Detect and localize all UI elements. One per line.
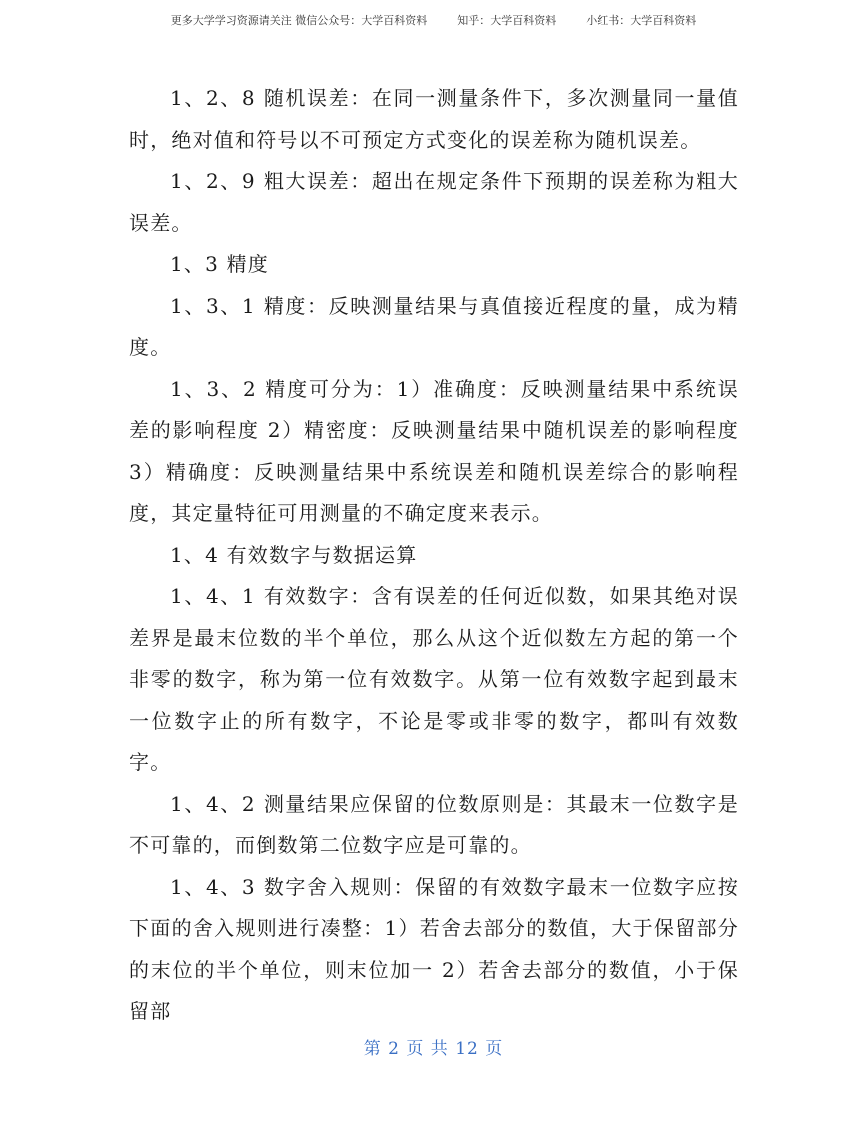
- header-wechat-notice: 更多大学学习资源请关注 微信公众号：大学百科资料: [170, 14, 428, 27]
- page-number: 第 2 页 共 12 页: [363, 1039, 504, 1059]
- paragraph-gross-error: 1、2、9 粗大误差：超出在规定条件下预期的误差称为粗大误差。: [129, 169, 739, 235]
- page-header: [0, 12, 867, 28]
- paragraph-digits-retention: 1、4、2 测量结果应保留的位数原则是：其最末一位数字是不可靠的，而倒数第二位数字应是可靠的。: [129, 791, 739, 857]
- paragraph-random-error: 1、2、8 随机误差：在同一测量条件下，多次测量同一量值时，绝对值和符号以不可预定方式变化的误差称为随机误差。: [129, 86, 739, 152]
- paragraph-precision-definition: 1、3、1 精度：反映测量结果与真值接近程度的量，成为精度。: [129, 293, 739, 359]
- header-xiaohongshu-notice: 小红书：大学百科资料: [586, 14, 697, 27]
- section-heading-precision: 1、3 精度: [170, 252, 270, 276]
- paragraph-precision-types: 1、3、2 精度可分为：1）准确度：反映测量结果中系统误差的影响程度 2）精密度：反映测量结果中随机误差的影响程度 3）精确度：反映测量结果中系统误差和随机误差综合的影响程度，其定量特征可用测量的不确定度来表示。: [129, 376, 739, 525]
- paragraph-significant-figures: 1、4、1 有效数字：含有误差的任何近似数，如果其绝对误差界是最末位数的半个单位，那么从这个近似数左方起的第一个非零的数字，称为第一位有效数字。从第一位有效数字起到最末一位数字止的所有数字，不论是零或非零的数字，都叫有效数字。: [129, 584, 739, 774]
- paragraph-rounding-rules: 1、4、3 数字舍入规则：保留的有效数字最末一位数字应按下面的舍入规则进行凑整：1）若舍去部分的数值，大于保留部分的末位的半个单位，则末位加一 2）若舍去部分的数值，小于保留部: [129, 874, 739, 1023]
- document-body: [129, 78, 739, 1033]
- section-heading-significant-figures: 1、4 有效数字与数据运算: [170, 542, 418, 567]
- header-zhihu-notice: 知乎：大学百科资料: [457, 14, 557, 27]
